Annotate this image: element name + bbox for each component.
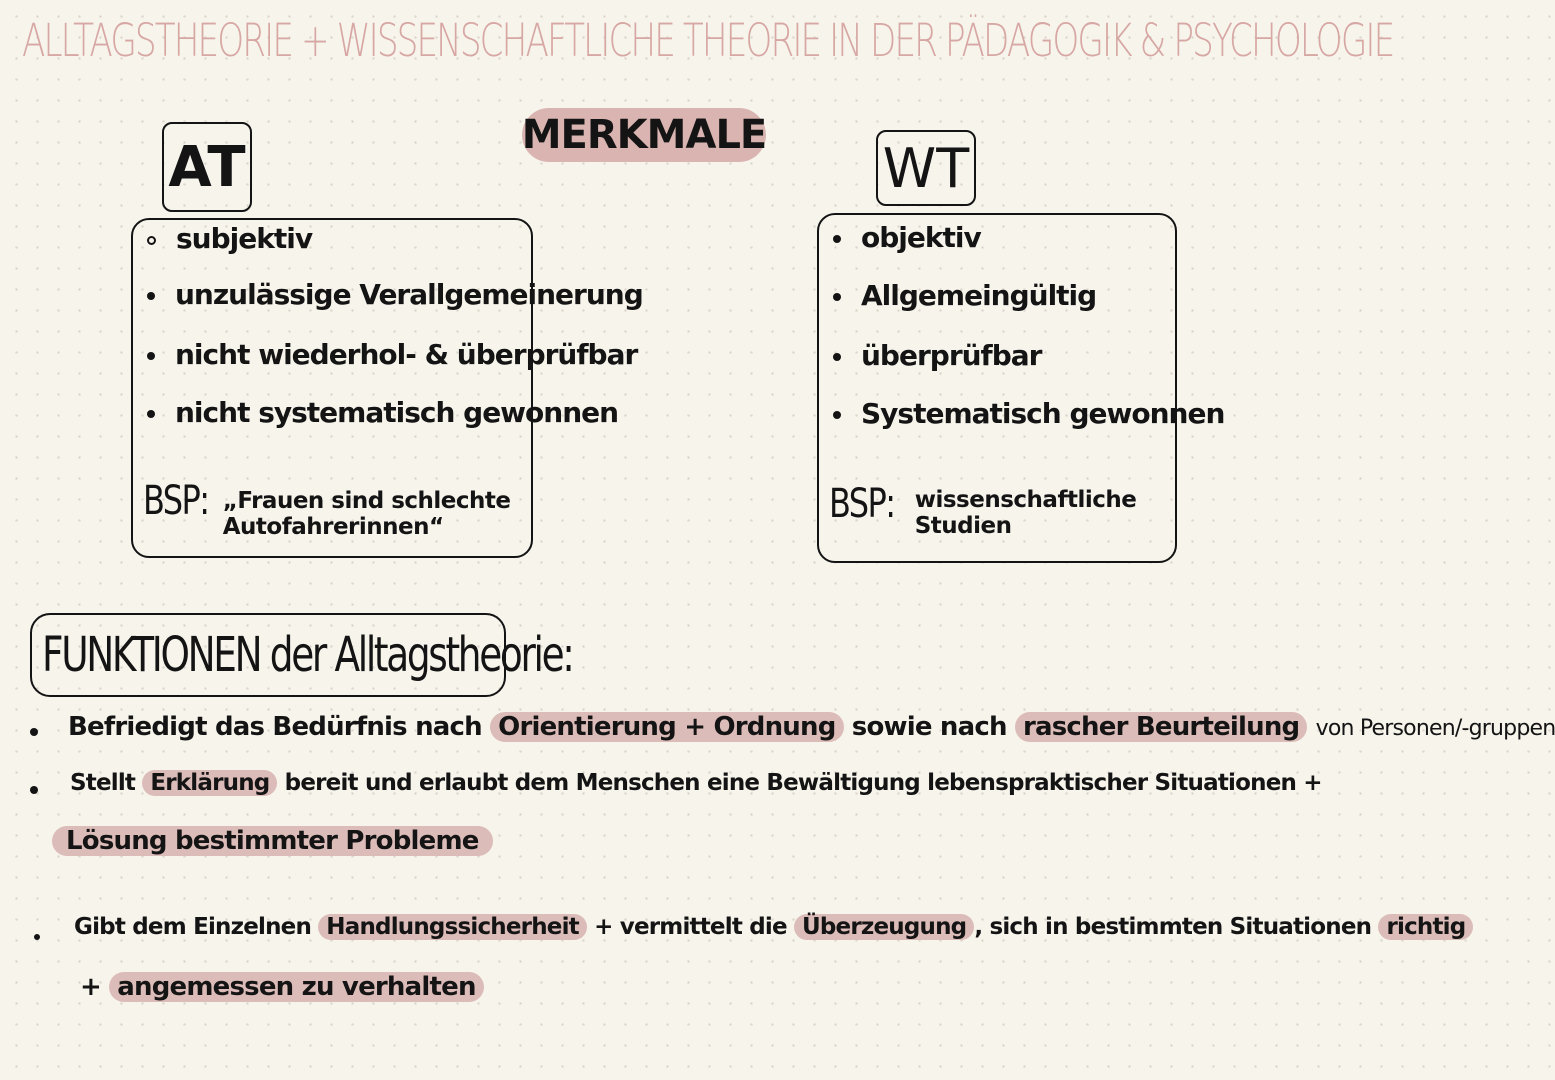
list-item: Allgemeingültig [833,279,1096,312]
at-card [131,218,643,558]
function-line-4: Gibt dem Einzelnen Handlungssicherheit + vermittelt die Überzeugung , sich in bestimmten Situationen richtig [74,914,1473,940]
list-item: nicht wiederhol- & überprüfbar [147,338,637,371]
highlight: angemessen zu verhalten [109,972,483,1002]
function-line-3 [52,826,493,856]
bullet-icon [147,352,155,360]
highlight: rascher Beurteilung [1015,712,1307,742]
bullet-icon [147,410,155,418]
list-item: überprüfbar [833,339,1042,372]
list-item: Systematisch gewonnen [833,397,1224,430]
highlight: Handlungssicherheit [318,914,587,940]
bullet-icon [833,235,841,243]
page-title: ALLTAGSTHEORIE + WISSENSCHAFTLICHE THEORIE IN DER PÄDAGOGIK & PSYCHOLOGIE [22,14,1394,67]
merkmale-label: MERKMALE [522,108,766,162]
example-label: BSP: [829,481,895,527]
example-text: wissenschaftliche Studien [914,487,1137,539]
wt-example [829,481,1136,539]
list-item: unzulässige Verallgemeinerung [147,278,643,311]
function-line-1: Befriedigt das Bedürfnis nach Orientierung + Ordnung sowie nach rascher Beurteilung von Personen/-gruppen [68,712,1555,742]
function-line-5: + angemessen zu verhalten [80,972,484,1002]
list-item: subjektiv [147,222,312,255]
at-tag: AT [162,122,252,212]
wt-tag: WT [876,130,976,206]
example-label: BSP: [143,478,209,524]
function-line-2: Stellt Erklärung bereit und erlaubt dem Menschen eine Bewältigung lebenspraktischer Situationen + [70,770,1322,796]
bullet-icon [147,292,155,300]
bullet-icon [30,728,38,736]
bullet-icon [147,236,156,245]
highlight: richtig [1378,914,1473,940]
bullet-icon [833,353,841,361]
functions-heading: FUNKTIONEN der Alltagstheorie: [42,627,573,683]
bullet-icon [34,934,40,940]
list-item: objektiv [833,221,981,254]
list-item: nicht systematisch gewonnen [147,396,618,429]
bullet-icon [833,411,841,419]
bullet-icon [833,293,841,301]
example-text: „Frauen sind schlechte Autofahrerinnen“ [222,488,511,540]
highlight: Orientierung + Ordnung [490,712,843,742]
functions-heading-box [30,613,573,697]
highlight: Überzeugung [794,914,974,940]
wt-card [817,213,1225,563]
highlight: Erklärung [142,770,277,796]
at-example [143,478,511,540]
highlight: Lösung bestimmter Probleme [52,826,493,856]
bullet-icon [30,786,38,794]
